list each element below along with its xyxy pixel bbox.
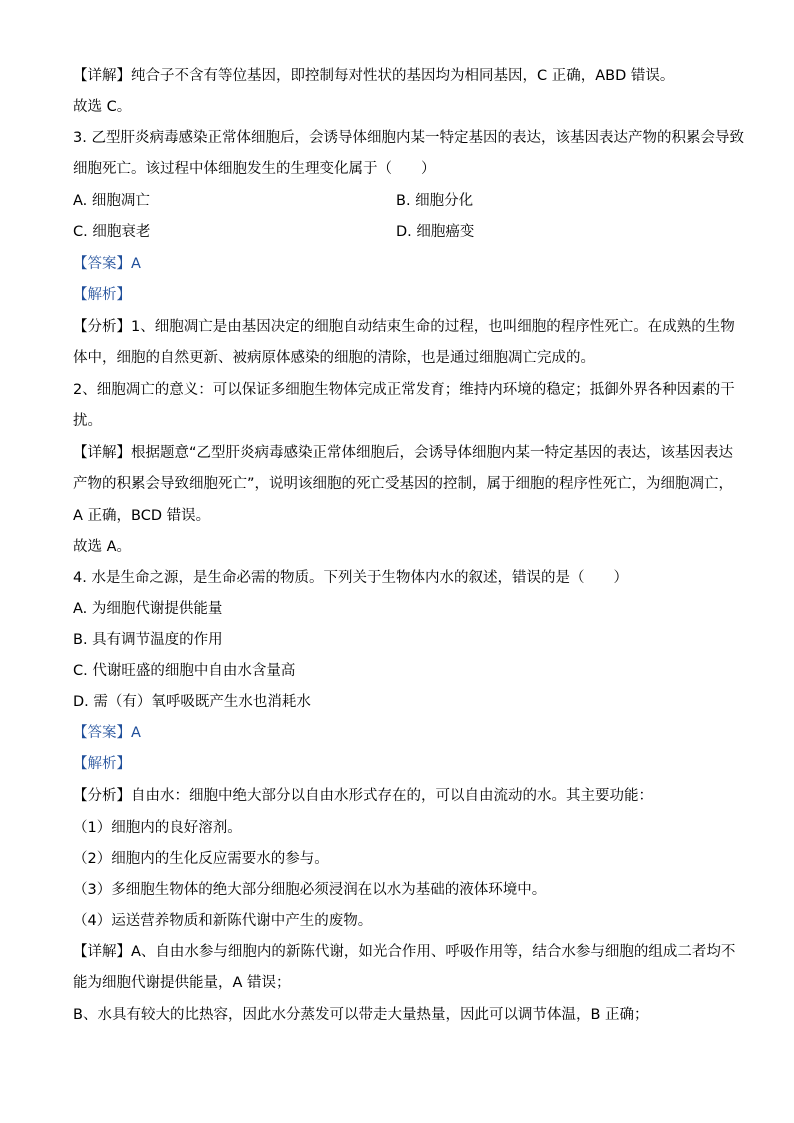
q4-option-c: C. 代谢旺盛的细胞中自由水含量高 (73, 663, 296, 679)
detail-paragraph-q2: 【详解】纯合子不含有等位基因，即控制每对性状的基因均为相同基因，C 正确，ABD 错误。 (73, 68, 675, 84)
q4-function-1: （1）细胞内的良好溶剂。 (73, 820, 242, 836)
q3-analysis-line2: 体中，细胞的自然更新、被病原体感染的细胞的清除，也是通过细胞凋亡完成的。 (73, 350, 595, 366)
q3-analysis-heading: 【解析】 (73, 287, 131, 303)
q3-option-b: B. 细胞分化 (396, 193, 474, 209)
q4-option-a: A. 为细胞代谢提供能量 (73, 601, 223, 617)
q4-detail-line1: 【详解】A、自由水参与细胞内的新陈代谢，如光合作用、呼吸作用等，结合水参与细胞的组成二者均不 (73, 944, 736, 960)
q3-analysis-line3: 2、细胞凋亡的意义：可以保证多细胞生物体完成正常发育；维持内环境的稳定；抵御外界各种因素的干 (73, 382, 735, 398)
q3-conclusion: 故选 A。 (73, 539, 132, 555)
q4-function-2: （2）细胞内的生化反应需要水的参与。 (73, 851, 329, 867)
q4-option-d: D. 需（有）氧呼吸既产生水也消耗水 (73, 694, 311, 710)
question-3-stem-line2: 细胞死亡。该过程中体细胞发生的生理变化属于（ ） (73, 161, 436, 177)
q3-detail-line1: 【详解】根据题意“乙型肝炎病毒感染正常体细胞后，会诱导体细胞内某一特定基因的表达，该基因表达 (73, 445, 734, 461)
q4-function-4: （4）运送营养物质和新陈代谢中产生的废物。 (73, 913, 373, 929)
conclusion-q2: 故选 C。 (73, 99, 132, 115)
q4-analysis-line1: 【分析】自由水：细胞中绝大部分以自由水形式存在的，可以自由流动的水。其主要功能： (73, 788, 653, 804)
q4-answer: 【答案】A (73, 725, 141, 741)
q3-analysis-line4: 扰。 (73, 413, 102, 429)
q3-option-a: A. 细胞凋亡 (73, 193, 150, 209)
question-4-stem: 4. 水是生命之源，是生命必需的物质。下列关于生物体内水的叙述，错误的是（ ） (73, 570, 628, 586)
q3-detail-line3: A 正确，BCD 错误。 (73, 508, 211, 524)
q3-answer: 【答案】A (73, 256, 141, 272)
q3-option-c: C. 细胞衰老 (73, 224, 151, 240)
q4-detail-line2: 能为细胞代谢提供能量，A 错误； (73, 975, 291, 991)
q4-option-b: B. 具有调节温度的作用 (73, 632, 223, 648)
q4-function-3: （3）多细胞生物体的绝大部分细胞必须浸润在以水为基础的液体环境中。 (73, 882, 547, 898)
q4-detail-line3: B、水具有较大的比热容，因此水分蒸发可以带走大量热量，因此可以调节体温，B 正确； (73, 1007, 649, 1023)
question-3-stem-line1: 3. 乙型肝炎病毒感染正常体细胞后，会诱导体细胞内某一特定基因的表达，该基因表达产物的积累会导致 (73, 130, 744, 146)
q3-detail-line2: 产物的积累会导致细胞死亡”，说明该细胞的死亡受基因的控制，属于细胞的程序性死亡，为细胞凋亡， (73, 476, 734, 492)
q4-analysis-heading: 【解析】 (73, 756, 131, 772)
q3-analysis-line1: 【分析】1、细胞凋亡是由基因决定的细胞自动结束生命的过程，也叫细胞的程序性死亡。在成熟的生物 (73, 319, 735, 335)
q3-option-d: D. 细胞癌变 (396, 224, 475, 240)
